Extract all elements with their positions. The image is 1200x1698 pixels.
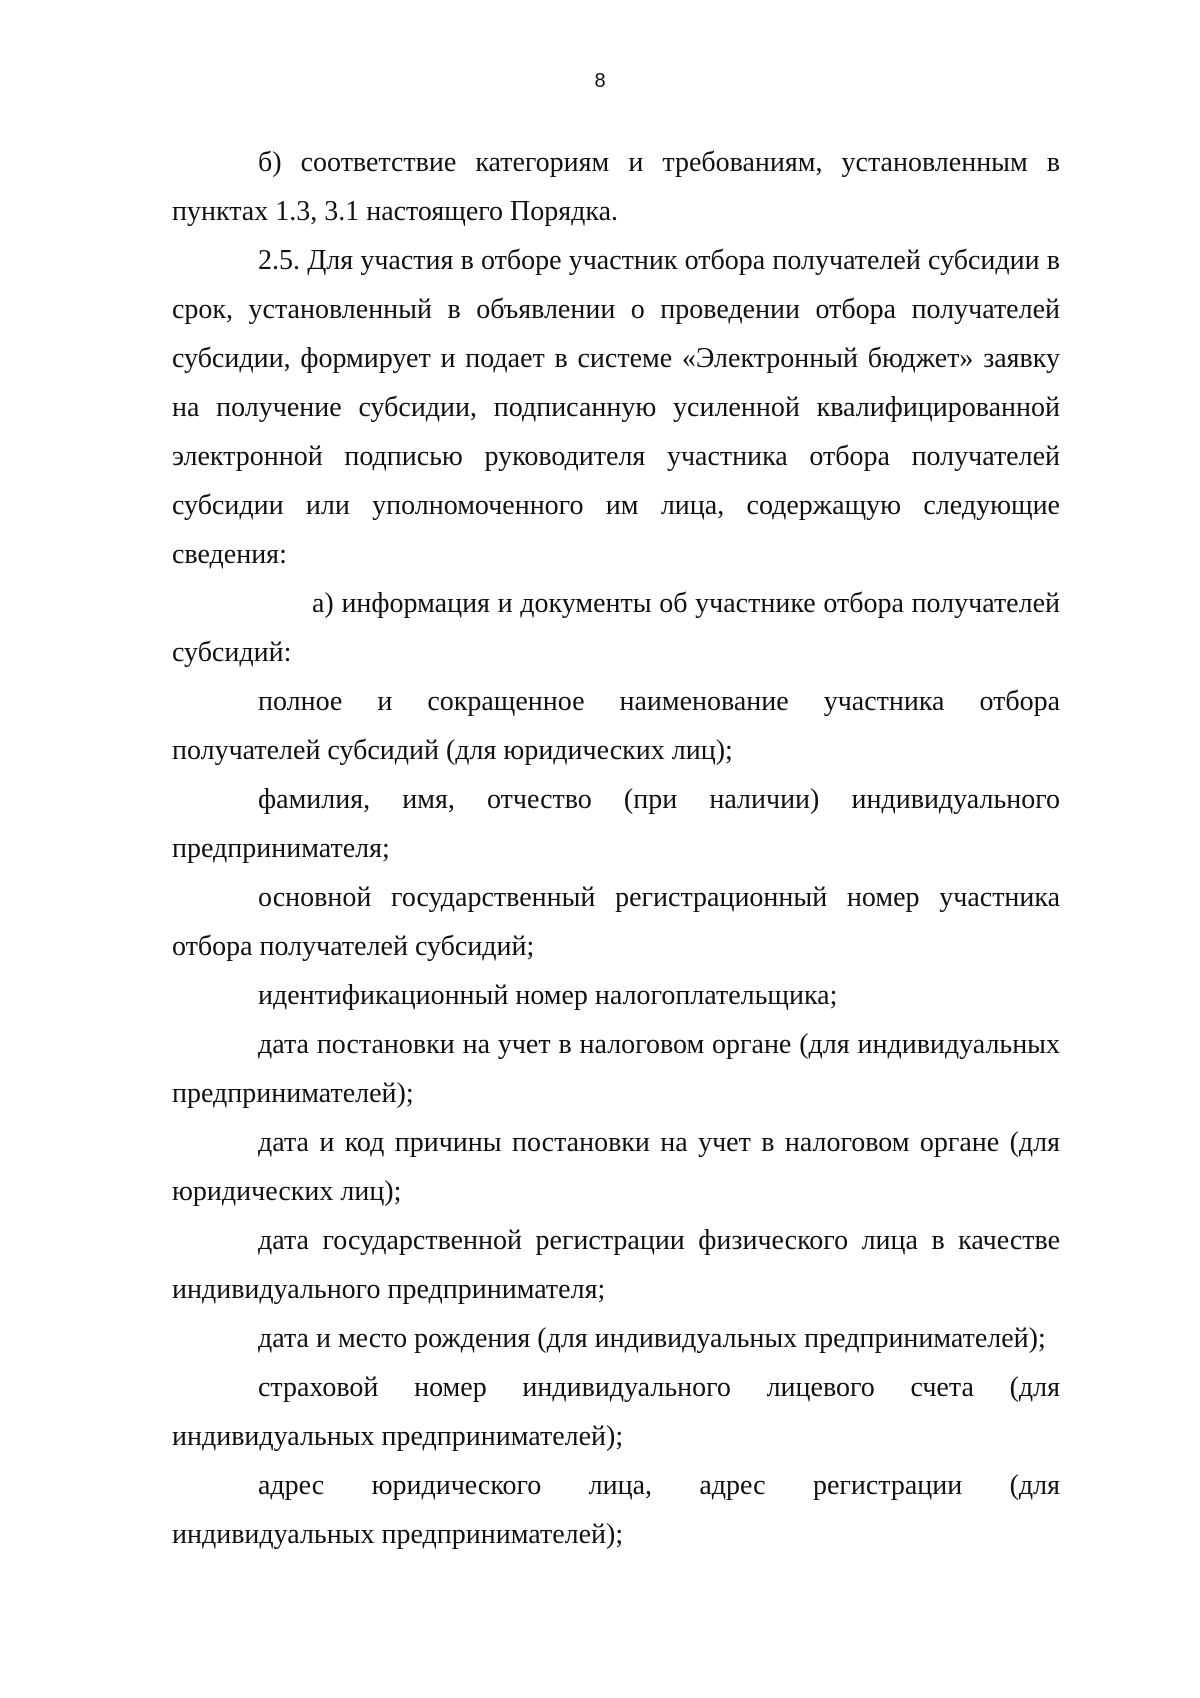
list-item-full-name: полное и сокращенное наименование участника отбора получателей субсидий (для юридических лиц); <box>172 686 1060 766</box>
list-item-tax-registration-date: дата постановки на учет в налоговом органе (для индивидуальных предпринимателей); <box>172 1029 1060 1109</box>
paragraph-2-5: 2.5. Для участия в отборе участник отбора получателей субсидии в срок, установленный в объявлении о проведении отбора получателей субсидии, формирует и подает в системе «Электронный бюджет» заявку на получение субсидии, подписанную усиленной квалифицированной электронной подписью руководителя участника отбора получателей субсидии или уполномоченного им лица, содержащую следующие сведения: <box>172 245 1060 570</box>
list-item-ogrn: основной государственный регистрационный номер участника отбора получателей субсидий; <box>172 882 1060 962</box>
paragraph-item-a: а) информация и документы об участнике отбора получателей субсидий: <box>172 588 1060 668</box>
list-item-kpp: дата и код причины постановки на учет в налоговом органе (для юридических лиц); <box>172 1127 1060 1207</box>
paragraph-item-b: б) соответствие категориям и требованиям, установленным в пунктах 1.3, 3.1 настоящего Порядка. <box>172 147 1060 227</box>
document-body <box>172 138 1060 1559</box>
list-item-birth-date-place: дата и место рождения (для индивидуальных предпринимателей); <box>258 1323 1046 1354</box>
page-number: 8 <box>594 70 606 92</box>
list-item-inn: идентификационный номер налогоплательщика; <box>258 980 838 1011</box>
list-item-address: адрес юридического лица, адрес регистрации (для индивидуальных предпринимателей); <box>172 1470 1060 1550</box>
list-item-snils: страховой номер индивидуального лицевого счета (для индивидуальных предпринимателей); <box>172 1372 1060 1452</box>
list-item-state-registration-date: дата государственной регистрации физического лица в качестве индивидуального предпринимателя; <box>172 1225 1060 1305</box>
list-item-fio: фамилия, имя, отчество (при наличии) индивидуального предпринимателя; <box>172 784 1060 864</box>
